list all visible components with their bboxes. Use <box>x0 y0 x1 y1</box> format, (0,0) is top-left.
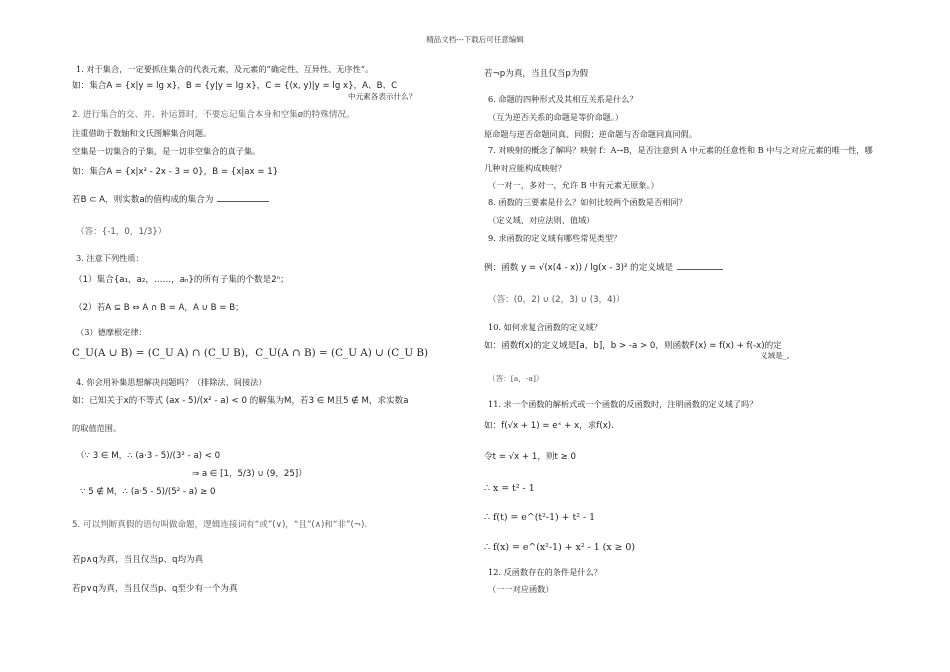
question-11-example: 如：f(√x + 1) = eˣ + x，求f(x). <box>484 421 614 431</box>
question-8-answer: （定义域、对应法则、值域） <box>488 215 595 225</box>
question-1-example: 如：集合A = {x|y = lg x}，B = {y|y = lg x}，C = {(x, y)|y = lg x}，A、B、C <box>72 81 398 91</box>
question-6: 6. 命题的四种形式及其相互关系是什么？ <box>488 94 638 104</box>
question-3: 3. 注意下列性质： <box>76 253 144 263</box>
question-11: 11. 求一个函数的解析式或一个函数的反函数时，注明函数的定义域了吗？ <box>488 399 758 409</box>
question-10-example-tail: 义域是_。 <box>760 351 795 360</box>
question-1: 1. 对于集合，一定要抓住集合的代表元素，及元素的“确定性、互异性、无序性”。 <box>76 64 374 74</box>
question-2-example: 如：集合A = {x|x² - 2x - 3 = 0}，B = {x|ax = 1} <box>72 167 279 177</box>
question-7-answer: （一对一，多对一，允许 B 中有元素无原象。） <box>488 180 659 190</box>
question-5-line-3: 若¬p为真，当且仅当p为假 <box>484 69 589 79</box>
question-2-note-2: 空集是一切集合的子集，是一切非空集合的真子集。 <box>72 146 261 156</box>
property-1: （1）集合{a₁，a₂，……，aₙ}的所有子集的个数是2ⁿ； <box>74 275 289 285</box>
question-12: 12. 反函数存在的条件是什么？ <box>488 567 602 577</box>
question-9-answer: （答：(0，2) ∪ (2，3) ∪ (3，4)） <box>488 295 625 305</box>
question-6-answer-2: 原命题与逆否命题同真、同假；逆命题与否命题同真同假。 <box>484 129 697 139</box>
question-10: 10. 如何求复合函数的定义域？ <box>488 322 602 332</box>
property-3: （3）德摩根定律： <box>76 327 147 337</box>
question-4: 4. 你会用补集思想解决问题吗？（排除法、间接法） <box>76 377 267 387</box>
question-7: 7. 对映射的概念了解吗？映射 f：A→B，是否注意到 A 中元素的任意性和 B 中与之对应元素的唯一性，哪 <box>488 145 873 155</box>
question-4-answer-result: ⇒ a ∈ [1，5/3) ∪ (9，25]） <box>192 469 307 479</box>
question-8: 8. 函数的三要素是什么？如何比较两个函数是否相同？ <box>488 197 687 207</box>
question-5-line-1: 若p∧q为真，当且仅当p、q均为真 <box>72 555 204 565</box>
question-2-question: 若B ⊂ A，则实数a的值构成的集合为 <box>72 196 269 206</box>
question-12-answer: （一一对应函数） <box>488 584 554 594</box>
question-11-step-1: 令t = √x + 1，则t ≥ 0 <box>484 452 577 462</box>
question-11-step-3: ∴ f(t) = e^(t²-1) + t² - 1 <box>484 512 596 523</box>
question-2: 2. 进行集合的交、并、补运算时，不要忘记集合本身和空集ø的特殊情况。 <box>72 110 355 120</box>
question-4-answer-line-1: （∵ 3 ∈ M，∴ (a·3 - 5)/(3² - a) < 0 <box>76 451 221 461</box>
question-5: 5. 可以判断真假的语句叫做命题，逻辑连接词有“或”(∨)，“且”(∧)和“非”(¬). <box>72 520 368 530</box>
question-5-line-2: 若p∨q为真，当且仅当p、q至少有一个为真 <box>72 584 238 594</box>
de-morgan-formula: C_U(A ∪ B) = (C_U A) ∩ (C_U B)，C_U(A ∩ B) = (C_U A) ∪ (C_U B) <box>72 347 429 359</box>
question-10-example: 如：函数f(x)的定义域是[a，b]，b > -a > 0，则函数F(x) = f(x) + f(-x)的定 <box>484 341 782 351</box>
question-4-example: 如：已知关于x的不等式 (ax - 5)/(x² - a) < 0 的解集为M，若3 ∈ M且5 ∉ M，求实数a <box>72 396 409 406</box>
question-10-answer: （答：[a，-a]） <box>488 374 544 383</box>
question-2-answer: （答：{-1，0，1/3}） <box>76 227 167 237</box>
question-11-step-4: ∴ f(x) = e^(x²-1) + x² - 1 (x ≥ 0) <box>484 542 636 553</box>
question-9: 9. 求函数的定义域有哪些常见类型？ <box>488 233 622 243</box>
question-4-answer-line-2: ∵ 5 ∉ M，∴ (a·5 - 5)/(5² - a) ≥ 0 <box>80 487 216 497</box>
question-9-example: 例：函数 y = √(x(4 - x)) / lg(x - 3)² 的定义域是 <box>484 264 723 274</box>
question-7-continued: 几种对应能构成映射？ <box>484 163 566 173</box>
property-2: （2）若A ⊆ B ⇔ A ∩ B = A，A ∪ B = B； <box>74 303 244 313</box>
question-1-example-tail: 中元素各表示什么？ <box>348 92 417 101</box>
question-4-example-continued: 的取值范围。 <box>72 423 122 433</box>
question-2-note-1: 注重借助于数轴和文氏图解集合问题。 <box>72 128 212 138</box>
page-header: 精品文档---下载后可任意编辑 <box>426 35 524 44</box>
question-11-step-2: ∴ x = t² - 1 <box>484 483 535 494</box>
question-6-answer-1: （互为逆否关系的命题是等价命题。） <box>488 112 624 122</box>
